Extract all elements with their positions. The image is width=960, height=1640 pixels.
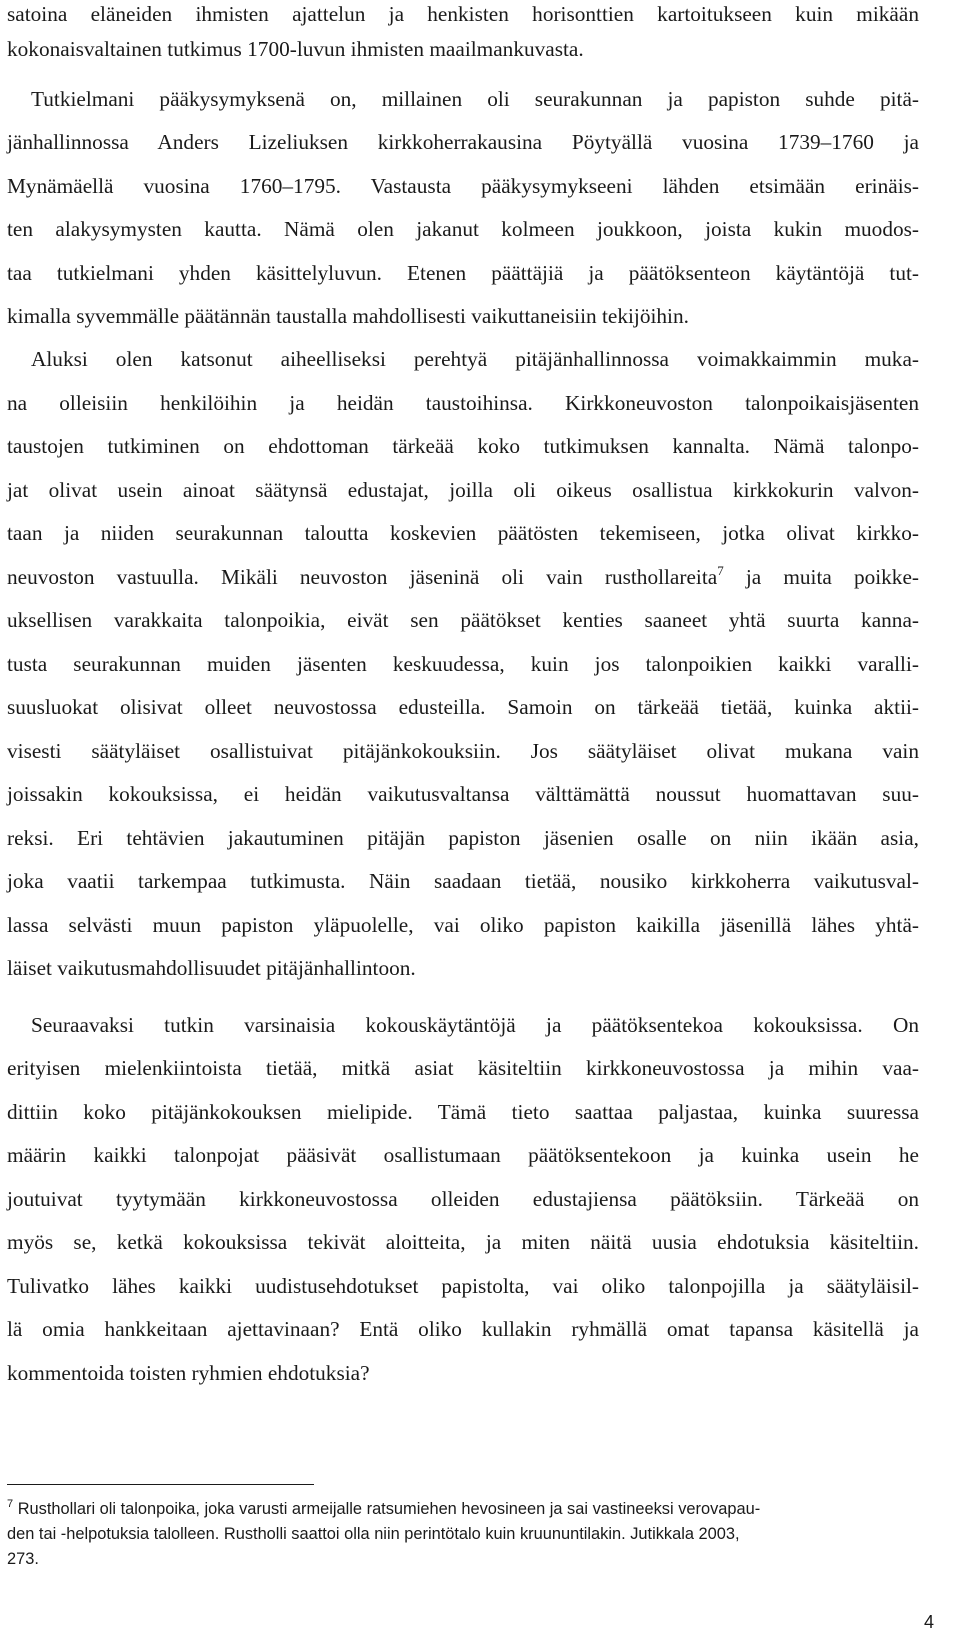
paragraph-line: läiset vaikutusmahdollisuudet pitäjänhallintoon. — [7, 956, 416, 980]
paragraph-line-with-footnote-ref — [7, 557, 919, 597]
paragraph-line: jänhallinnossa Anders Lizeliuksen kirkkoherrakausina Pöytyällä vuosina 1739–1760 ja — [7, 130, 919, 154]
paragraph-line: taustojen tutkiminen on ehdottoman tärkeää koko tutkimuksen kannalta. Nämä talonpo- — [7, 434, 919, 458]
footnote-line: den tai -helpotuksia talolleen. Rustholli saattoi olla niin perintötalo kuin kruununtilakin. Jutikkala 2003, — [7, 1525, 740, 1543]
paragraph-line: Tutkielmani pääkysymyksenä on, millainen oli seurakunnan ja papiston suhde pitä- — [31, 87, 919, 111]
paragraph-line: visesti säätyläiset osallistuivat pitäjänkokouksiin. Jos säätyläiset olivat mukana vain — [7, 739, 919, 763]
line-text-after: ja muita poikke- — [723, 565, 919, 589]
paragraph-line: satoina eläneiden ihmisten ajattelun ja henkisten horisonttien kartoitukseen kuin mikään — [7, 2, 919, 26]
paragraph-line: joissakin kokouksissa, ei heidän vaikutusvaltansa välttämättä noussut huomattavan suu- — [7, 782, 919, 806]
paragraph-line: Seuraavaksi tutkin varsinaisia kokouskäytäntöjä ja päätöksentekoa kokouksissa. On — [31, 1013, 919, 1037]
footnote-number: 7 — [7, 1498, 14, 1510]
paragraph-line: määrin kaikki talonpojat pääsivät osallistumaan päätöksentekoon ja kuinka usein he — [7, 1143, 919, 1167]
paragraph-line: joutuivat tyytymään kirkkoneuvostossa olleiden edustajiensa päätöksiin. Tärkeää on — [7, 1187, 919, 1211]
paragraph-line: jat olivat usein ainoat säätynsä edustajat, joilla oli oikeus osallistua kirkkokurin valvon- — [7, 478, 919, 502]
paragraph-line: Aluksi olen katsonut aiheelliseksi perehtyä pitäjänhallinnossa voimakkaimmin muka- — [31, 347, 919, 371]
paragraph-line: taa tutkielmani yhden käsittelyluvun. Etenen päättäjiä ja päätöksenteon käytäntöjä tut- — [7, 261, 919, 285]
paragraph-line: lä omia hankkeitaan ajettavinaan? Entä oliko kullakin ryhmällä omat tapansa käsitellä ja — [7, 1317, 919, 1341]
paragraph-line: dittiin koko pitäjänkokouksen mielipide. Tämä tieto saattaa paljastaa, kuinka suuressa — [7, 1100, 919, 1124]
paragraph-line: kimalla syvemmälle päätännän taustalla mahdollisesti vaikuttaneisiin tekijöihin. — [7, 304, 689, 328]
footnote-line — [7, 1496, 913, 1522]
paragraph-line: lassa selvästi muun papiston yläpuolelle, vai oliko papiston kaikilla jäsenillä lähes yhtä- — [7, 913, 919, 937]
footnote-reference[interactable]: 7 — [717, 563, 724, 578]
footnote-text: Rusthollari oli talonpoika, joka varusti armeijalle ratsumiehen hevosineen ja sai vastineeksi verovapau- — [17, 1500, 761, 1518]
paragraph-line: reksi. Eri tehtävien jakautuminen pitäjän papiston jäsenien osalle on niin ikään asia, — [7, 826, 919, 850]
paragraph-line: na olleisiin henkilöihin ja heidän taustoihinsa. Kirkkoneuvoston talonpoikaisjäsenten — [7, 391, 919, 415]
paragraph-line: joka vaatii tarkempaa tutkimusta. Näin saadaan tietää, nousiko kirkkoherra vaikutusval- — [7, 869, 919, 893]
paragraph-line: myös se, ketkä kokouksissa tekivät aloitteita, ja miten näitä uusia ehdotuksia käsiteltiin. — [7, 1230, 919, 1254]
paragraph-line: kommentoida toisten ryhmien ehdotuksia? — [7, 1361, 370, 1385]
paragraph-line: erityisen mielenkiintoista tietää, mitkä asiat käsiteltiin kirkkoneuvostossa ja mihin vaa- — [7, 1056, 919, 1080]
footnote-line: 273. — [7, 1550, 39, 1568]
paragraph-line: kokonaisvaltainen tutkimus 1700-luvun ihmisten maailmankuvasta. — [7, 37, 584, 61]
paragraph-line: tusta seurakunnan muiden jäsenten keskuudessa, kuin jos talonpoikien kaikki varalli- — [7, 652, 919, 676]
page-number: 4 — [923, 1612, 934, 1632]
paragraph-line: uksellisen varakkaita talonpoikia, eivät sen päätökset kenties saaneet yhtä suurta kanna- — [7, 608, 919, 632]
paragraph-line: Mynämäellä vuosina 1760–1795. Vastausta pääkysymykseeni lähden etsimään erinäis- — [7, 174, 919, 198]
footnote-separator — [7, 1484, 314, 1485]
line-text-before: neuvoston vastuulla. Mikäli neuvoston jäseninä oli vain rusthollareita — [7, 565, 718, 589]
paragraph-line: Tulivatko lähes kaikki uudistusehdotukset papistolta, vai oliko talonpojilla ja säätyläisil- — [7, 1274, 919, 1298]
paragraph-line: taan ja niiden seurakunnan taloutta koskevien päätösten tekemiseen, jotka olivat kirkko- — [7, 521, 919, 545]
paragraph-line: suusluokat olisivat olleet neuvostossa edusteilla. Samoin on tärkeää tietää, kuinka aktii- — [7, 695, 919, 719]
paragraph-line: ten alakysymysten kautta. Nämä olen jakanut kolmeen joukkoon, joista kukin muodos- — [7, 217, 919, 241]
